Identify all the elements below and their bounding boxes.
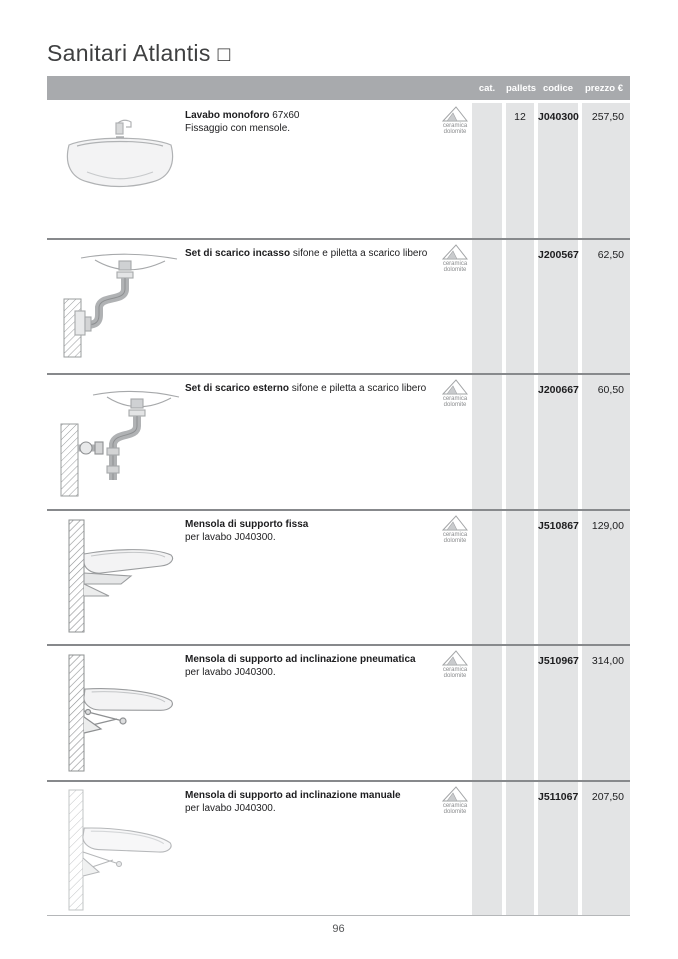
product-text — [185, 789, 460, 815]
product-name: Mensola di supporto fissa — [185, 519, 309, 530]
brand-logo — [439, 106, 471, 135]
prezzo-value: 60,50 — [597, 384, 624, 396]
column-header-pallets: pallets — [506, 83, 537, 94]
row-divider — [47, 780, 630, 782]
prezzo-value: 314,00 — [591, 655, 624, 667]
recessed-drain-siphon-drawing — [55, 249, 181, 361]
product-illustration-manual-bracket — [61, 788, 181, 914]
brand-logo — [439, 379, 471, 408]
prezzo-value: 257,50 — [591, 111, 624, 123]
brand-logo-text: ceramica dolomite — [442, 667, 468, 679]
product-illustration-recessed-siphon — [55, 249, 181, 361]
product-text — [185, 653, 460, 679]
ceramica-dolomite-logo-icon — [442, 244, 468, 260]
external-drain-siphon-drawing — [55, 382, 181, 502]
brand-logo — [439, 786, 471, 815]
product-description: per lavabo J040300. — [185, 803, 276, 814]
codice-value: J040300 — [538, 111, 579, 123]
ceramica-dolomite-logo-icon — [442, 106, 468, 122]
codice-value: J200567 — [538, 249, 579, 261]
pneumatic-tilt-bracket-drawing — [61, 653, 181, 775]
product-row — [47, 647, 630, 780]
ceramica-dolomite-logo-icon — [442, 379, 468, 395]
product-name: Set di scarico incasso sifone e piletta a scarico libero — [185, 248, 428, 259]
product-row — [47, 783, 630, 916]
column-header-prezzo: prezzo € — [584, 83, 623, 94]
page-number: 96 — [332, 923, 345, 935]
product-illustration-pneumatic-bracket — [61, 653, 181, 775]
product-text — [185, 518, 460, 544]
ceramica-dolomite-logo-icon — [442, 786, 468, 802]
row-divider — [47, 373, 630, 375]
product-name: Set di scarico esterno sifone e piletta a scarico libero — [185, 383, 427, 394]
brand-logo — [439, 244, 471, 273]
brand-logo — [439, 650, 471, 679]
product-row — [47, 103, 630, 236]
product-description: Fissaggio con mensole. — [185, 123, 291, 134]
series-square-icon: □ — [217, 43, 231, 66]
brand-logo-text: ceramica dolomite — [442, 396, 468, 408]
table-header-bar — [47, 76, 630, 100]
codice-value: J510967 — [538, 655, 579, 667]
product-row — [47, 376, 630, 509]
product-row — [47, 512, 630, 645]
ceramica-dolomite-logo-icon — [442, 515, 468, 531]
column-header-codice: codice — [542, 83, 574, 94]
brand-logo-text: ceramica dolomite — [442, 261, 468, 273]
codice-value: J200667 — [538, 384, 579, 396]
product-name: Mensola di supporto ad inclinazione pneumatica — [185, 654, 416, 665]
product-description: per lavabo J040300. — [185, 532, 276, 543]
codice-value: J510867 — [538, 520, 579, 532]
ceramica-dolomite-logo-icon — [442, 650, 468, 666]
product-illustration-washbasin — [59, 115, 181, 195]
washbasin-front-view-drawing — [59, 115, 181, 195]
codice-value: J511067 — [538, 791, 579, 803]
prezzo-value: 129,00 — [591, 520, 624, 532]
pallets-value: 12 — [514, 111, 526, 123]
footer-divider — [47, 915, 630, 916]
product-illustration-fixed-bracket — [61, 518, 181, 636]
row-divider — [47, 238, 630, 240]
brand-logo-text: ceramica dolomite — [442, 803, 468, 815]
product-text — [185, 109, 460, 135]
product-name: Mensola di supporto ad inclinazione manuale — [185, 790, 401, 801]
product-illustration-external-siphon — [55, 382, 181, 502]
fixed-support-bracket-drawing — [61, 518, 181, 636]
prezzo-value: 207,50 — [591, 791, 624, 803]
manual-tilt-bracket-drawing — [61, 788, 181, 914]
product-text — [185, 247, 460, 260]
product-row — [47, 241, 630, 374]
column-header-cat: cat. — [478, 83, 496, 94]
prezzo-value: 62,50 — [597, 249, 624, 261]
row-divider — [47, 509, 630, 511]
row-divider — [47, 644, 630, 646]
brand-logo-text: ceramica dolomite — [442, 532, 468, 544]
brand-logo — [439, 515, 471, 544]
product-description: per lavabo J040300. — [185, 667, 276, 678]
product-text — [185, 382, 460, 395]
page-title-text: Sanitari Atlantis — [47, 40, 211, 66]
brand-logo-text: ceramica dolomite — [442, 123, 468, 135]
product-name: Lavabo monoforo 67x60 — [185, 110, 300, 121]
page-title — [47, 40, 231, 67]
